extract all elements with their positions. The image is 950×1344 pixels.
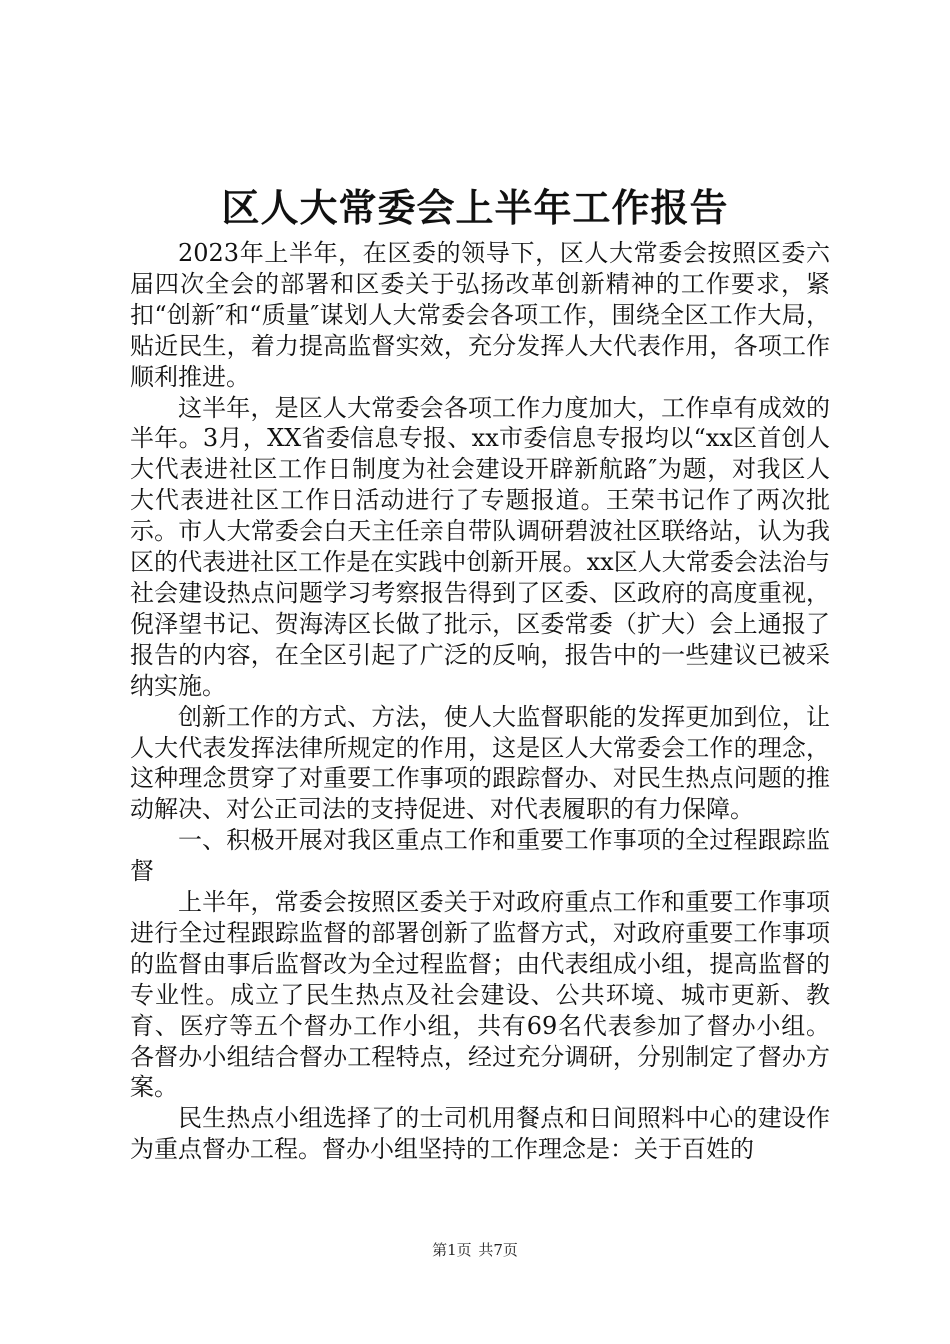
paragraph-half-year: 这半年，是区人大常委会各项工作力度加大，工作卓有成效的半年。3月，XX省委信息专报、xx市委信息专报均以“xx区首创人大代表进社区工作日制度为社会建设开辟新航路″为题，对我区人大代表进社区工作日活动进行了专题报道。王荣书记作了两次批示。市人大常委会白天主任亲自带队调研碧波社区联络站，认为我区的代表进社区工作是在实践中创新开展。xx区人大常委会法治与社会建设热点问题学习考察报告得到了区委、区政府的高度重视，倪泽望书记、贺海涛区长做了批示，区委常委（扩大）会上通报了报告的内容，在全区引起了广泛的反响，报告中的一些建议已被采纳实施。 (130, 393, 830, 700)
paragraph-innovation: 创新工作的方式、方法，使人大监督职能的发挥更加到位，让人大代表发挥法律所规定的作用，这是区人大常委会工作的理念，这种理念贯穿了对重要工作事项的跟踪督办、对民生热点问题的推动解决、对公正司法的支持促进、对代表履职的有力保障。 (130, 702, 830, 824)
page-total: 共7页 (478, 1241, 518, 1259)
page-number: 第1页 (432, 1241, 472, 1259)
page-footer (0, 1240, 950, 1260)
document-body (130, 238, 830, 1165)
paragraph-livelihood: 民生热点小组选择了的士司机用餐点和日间照料中心的建设作为重点督办工程。督办小组坚持的工作理念是：关于百姓的 (130, 1104, 830, 1164)
document-title: 区人大常委会上半年工作报告 (221, 185, 729, 230)
section-heading-1: 一、积极开展对我区重点工作和重要工作事项的全过程跟踪监督 (130, 826, 830, 886)
paragraph-supervision: 上半年，常委会按照区委关于对政府重点工作和重要工作事项进行全过程跟踪监督的部署创新了监督方式，对政府重要工作事项的监督由事后监督改为全过程监督；由代表组成小组，提高监督的专业性。成立了民生热点及社会建设、公共环境、城市更新、教育、医疗等五个督办工作小组，共有69名代表参加了督办小组。各督办小组结合督办工程特点，经过充分调研，分别制定了督办方案。 (130, 888, 830, 1102)
paragraph-intro: 2023年上半年，在区委的领导下，区人大常委会按照区委六届四次全会的部署和区委关于弘扬改革创新精神的工作要求，紧扣“创新″和“质量″谋划人大常委会各项工作，围绕全区工作大局，贴近民生，着力提高监督实效，充分发挥人大代表作用，各项工作顺利推进。 (130, 239, 830, 391)
